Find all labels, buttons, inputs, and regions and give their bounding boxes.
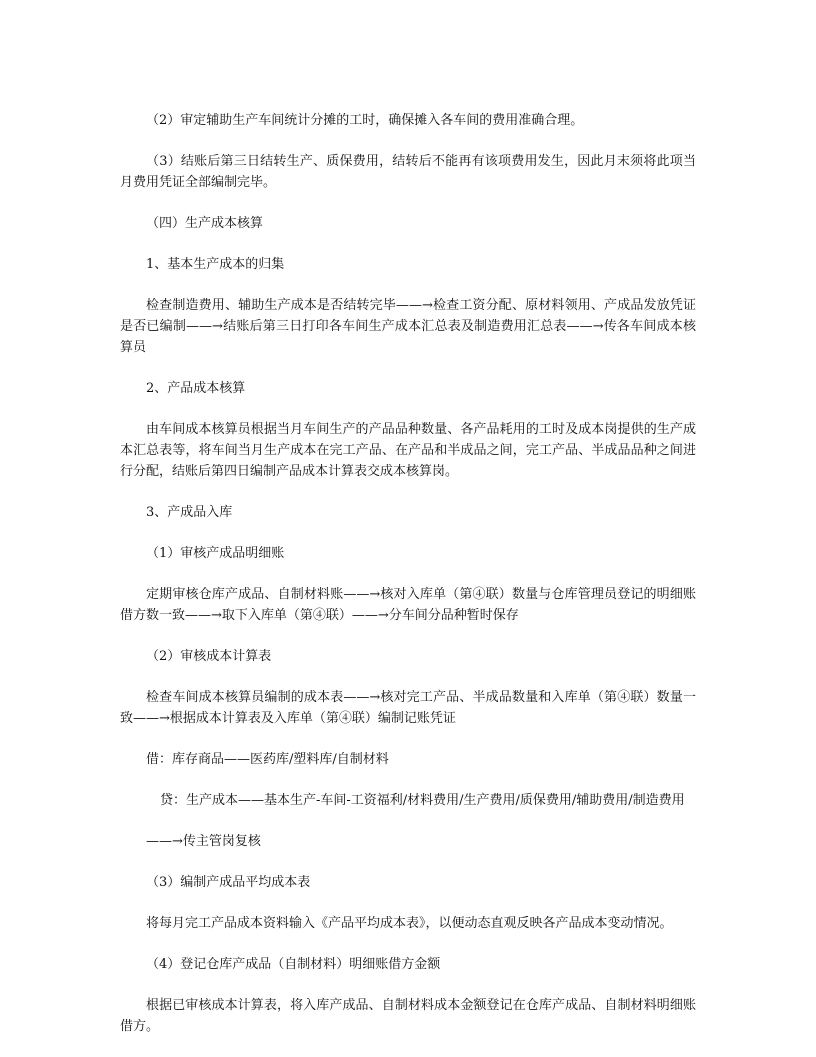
- paragraph-send-to-supervisor: ——→传主管岗复核: [146, 834, 261, 849]
- heading-production-cost-accounting: （四）生产成本核算: [146, 216, 264, 231]
- paragraph-audit-ledger-steps: 定期审核仓库产成品、自制材料账——→核对入库单（第④联）数量与仓库管理员登记的明细账借方数一致——→取下入库单（第④联）——→分车间分品种暂时保存: [120, 587, 696, 623]
- heading-average-cost-table: （3）编制产成品平均成本表: [146, 875, 311, 890]
- heading-product-cost-accounting: 2、产品成本核算: [146, 381, 246, 396]
- heading-finished-goods-warehousing: 3、产成品入库: [146, 505, 233, 520]
- paragraph-average-cost-table: 将每月完工产品成本资料输入《产品平均成本表》，以便动态直观反映各产品成本变动情况。: [146, 916, 673, 931]
- paragraph-product-cost-allocation: 由车间成本核算员根据当月车间生产的产品品种数量、各产品耗用的工时及成本岗提供的生产成本汇总表等，将车间当月生产成本在完工产品、在产品和半成品之间，完工产品、半成品品种之间进行分配，结账后第四日编制产品成本计算表交成本核算岗。: [120, 422, 696, 479]
- journal-entry-debit: 借：库存商品——医药库/塑料库/自制材料: [146, 752, 389, 767]
- paragraph-basic-production-steps: 检查制造费用、辅助生产成本是否结转完毕——→检查工资分配、原材料领用、产成品发放凭证是否已编制——→结账后第三日打印各车间生产成本汇总表及制造费用汇总表——→传各车间成本核算员: [120, 298, 696, 355]
- heading-audit-finished-goods-ledger: （1）审核产成品明细账: [146, 546, 285, 561]
- document-page: [120, 110, 696, 1057]
- heading-basic-production-cost: 1、基本生产成本的归集: [146, 257, 285, 272]
- paragraph-audit-cost-table-steps: 检查车间成本核算员编制的成本表——→核对完工产品、半成品数量和入库单（第④联）数量一致——→根据成本计算表及入库单（第④联）编制记账凭证: [120, 690, 696, 726]
- paragraph-transfer-costs: （3）结账后第三日结转生产、质保费用，结转后不能再有该项费用发生，因此月末须将此项当月费用凭证全部编制完毕。: [120, 154, 696, 190]
- heading-audit-cost-table: （2）审核成本计算表: [146, 649, 272, 664]
- paragraph-register-ledger-debit: 根据已审核成本计算表，将入库产成品、自制材料成本金额登记在仓库产成品、自制材料明细账借方。: [120, 998, 696, 1034]
- journal-entry-credit: 贷：生产成本——基本生产-车间-工资福利/材料费用/生产费用/质保费用/辅助费用/制造费用: [160, 793, 685, 808]
- heading-register-ledger-debit: （4）登记仓库产成品（自制材料）明细账借方金额: [146, 957, 441, 972]
- paragraph-audit-work-hours: （2）审定辅助生产车间统计分摊的工时，确保摊入各车间的费用准确合理。: [146, 113, 584, 128]
